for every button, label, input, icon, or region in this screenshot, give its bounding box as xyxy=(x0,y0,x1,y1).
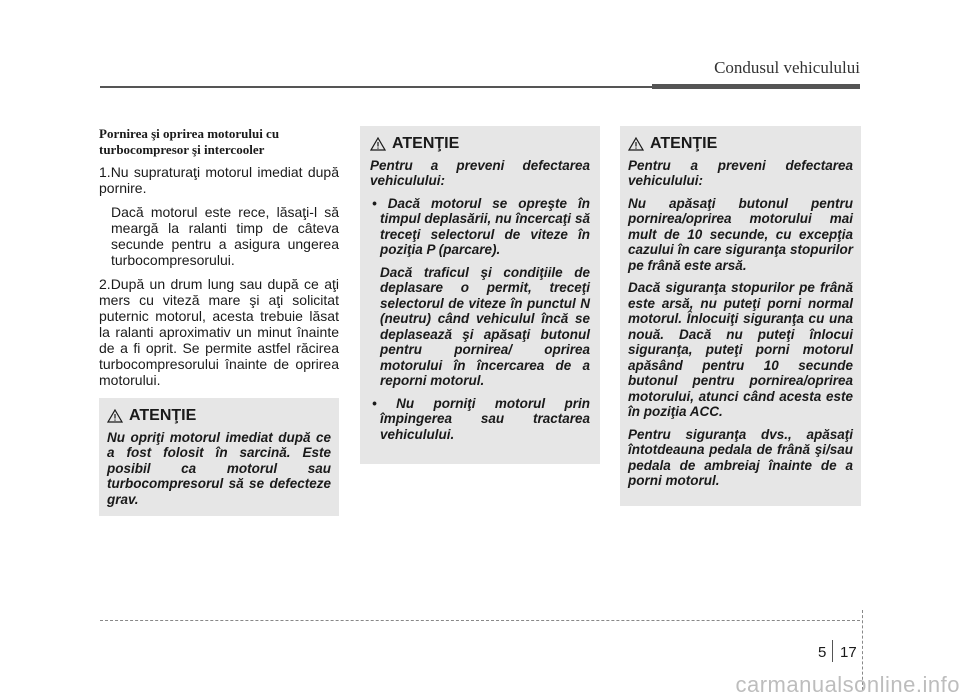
warning-bullet-text: Nu porniţi motorul prin împingerea sau tractarea vehiculului. xyxy=(380,395,591,442)
steps-list xyxy=(99,164,339,388)
left-column xyxy=(99,126,339,388)
warning-header xyxy=(107,408,331,424)
chapter-number: 5 xyxy=(818,644,827,661)
step-1 xyxy=(99,164,339,268)
warning-title: ATENŢIE xyxy=(129,407,197,424)
warning-triangle-icon xyxy=(370,137,386,151)
watermark: carmanualsonline.info xyxy=(735,672,960,697)
section-heading: Pornirea şi oprirea motorului cu turbocompresor şi intercooler xyxy=(99,126,280,157)
section-title: Condusul vehiculului xyxy=(714,58,860,77)
warning-paragraph: Pentru siguranţa dvs., apăsaţi întotdeauna pedala de frână şi/sau pedala de ambreiaj înainte de a porni motorul. xyxy=(628,426,853,488)
footer-divider xyxy=(100,620,860,621)
page-number-separator xyxy=(832,640,833,662)
step-2-number: 2. xyxy=(99,276,111,292)
step-1-note: Dacă motorul este rece, lăsaţi-l să meargă la ralanti timp de câteva secunde pentru a asigura ungerea turbocompresorului. xyxy=(111,204,339,268)
step-1-text: Nu supraturaţi motorul imediat după pornire. xyxy=(99,164,339,196)
warning-box-vehicle-damage xyxy=(360,126,600,464)
warning-triangle-icon xyxy=(628,137,644,151)
page-number: 17 xyxy=(840,644,857,661)
step-2-text: După un drum lung sau după ce aţi mers cu viteză mare şi aţi solicitat puternic motorul, acesta trebuie lăsat la ralanti aproximativ un minut înainte de a fi oprit. Se permite astfel răcirea turbocompresorului înainte de oprirea motorului. xyxy=(99,276,339,388)
warning-intro: Pentru a preveni defectarea vehiculului: xyxy=(370,157,590,188)
warning-box-start-button xyxy=(620,126,861,506)
step-2 xyxy=(99,276,339,388)
warning-bullet: • Dacă motorul se opreşte în timpul deplasării, nu încercaţi să treceţi selectorul de viteze în poziţia P (parcare). xyxy=(372,195,590,257)
warning-header xyxy=(370,136,590,152)
warning-paragraph: Dacă siguranţa stopurilor pe frână este arsă, nu puteţi porni normal motorul. Înlocuiţi siguranţa cu una nouă. Dacă nu puteţi înlocui siguranţa, puteţi porni motorul apăsând pentru 10 secunde butonul pentru pornirea/oprirea motorului, atunci când acesta este în poziţia ACC. xyxy=(628,280,853,419)
warning-bullet: • Nu porniţi motorul prin împingerea sau tractarea vehiculului. xyxy=(372,395,591,442)
warning-triangle-icon xyxy=(107,409,123,423)
warning-header xyxy=(628,136,853,152)
warning-intro: Pentru a preveni defectarea vehiculului: xyxy=(628,157,853,188)
warning-title: ATENŢIE xyxy=(392,135,460,152)
warning-box-engine-stop xyxy=(99,398,339,516)
warning-paragraph: Nu apăsaţi butonul pentru pornirea/oprirea motorului mai mult de 10 secunde, cu excepţia cazului în care siguranţa stopurilor pe frână este arsă. xyxy=(628,195,853,273)
warning-title: ATENŢIE xyxy=(650,135,718,152)
warning-bullet-text: Dacă motorul se opreşte în timpul deplasării, nu încercaţi să treceţi selectorul de viteze în poziţia P (parcare). xyxy=(380,195,590,257)
warning-bullet-continuation: Dacă traficul şi condiţiile de deplasare o permit, treceţi selectorul de viteze în punctul N (neutru) când vehiculul încă se deplasează şi apăsaţi butonul pentru pornirea/ oprirea motorului în încercarea de a reporni motorul. xyxy=(380,264,590,388)
warning-text: Nu opriţi motorul imediat după ce a fost folosit în sarcină. Este posibil ca motorul sau turbocompresorul să se defecteze grav. xyxy=(107,429,331,507)
header-rule-accent xyxy=(652,84,860,89)
step-1-number: 1. xyxy=(99,164,111,180)
